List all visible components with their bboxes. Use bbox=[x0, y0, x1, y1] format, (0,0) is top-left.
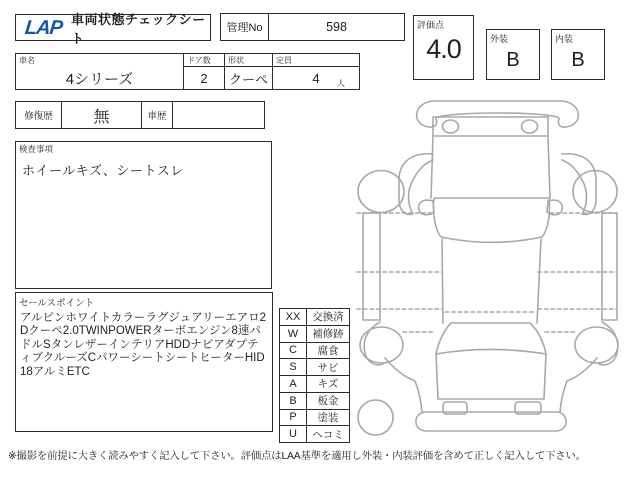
legend-code: W bbox=[280, 326, 307, 342]
legend-label: 補修跡 bbox=[312, 328, 344, 341]
legend-code: U bbox=[280, 426, 307, 442]
history-box bbox=[15, 101, 265, 129]
capacity-label: 定員 bbox=[273, 54, 359, 67]
exterior-grade-box bbox=[486, 29, 540, 80]
legend-label: 板金 bbox=[317, 395, 339, 408]
car-history-label: 車歴 bbox=[142, 102, 173, 128]
legend-code: P bbox=[280, 410, 307, 426]
sales-points-label: セールスポイント bbox=[19, 298, 95, 309]
legend-row bbox=[280, 376, 349, 393]
rear-right-fender bbox=[599, 322, 618, 365]
vehicle-info-box bbox=[15, 53, 360, 90]
legend-row bbox=[280, 410, 349, 427]
legend-row bbox=[280, 393, 349, 410]
legend-label: ヘコミ bbox=[312, 428, 344, 441]
legend-code: B bbox=[280, 393, 307, 409]
car-top-view-diagram bbox=[355, 88, 640, 443]
rear-bumper bbox=[416, 412, 566, 431]
interior-grade-box bbox=[551, 29, 605, 80]
spare-wheel bbox=[358, 400, 393, 435]
front-bumper bbox=[417, 101, 579, 127]
left-sill bbox=[363, 213, 380, 320]
exterior-grade-label: 外装 bbox=[490, 34, 509, 44]
sales-points-value: アルピンホワイトカラーラグジュアリーエアロ2Dクーペ2.0TWINPOWERターボエンジン8速パドルSタンレザーインテリアHDDナビアダプティブクルーズCパワーシートシートヒーターHID18アルミETC bbox=[20, 312, 267, 378]
legend-label: 交換済 bbox=[312, 311, 344, 324]
doors-value: 2 bbox=[200, 70, 208, 86]
interior-grade-label: 内装 bbox=[555, 34, 574, 44]
rear-left-wheel bbox=[360, 327, 403, 363]
exterior-grade-value: B bbox=[506, 49, 520, 71]
legend-label: 塗装 bbox=[317, 411, 339, 424]
legend-label: キズ bbox=[317, 378, 339, 391]
management-no-label: 管理No bbox=[221, 14, 269, 40]
capacity-value: 4 bbox=[312, 70, 320, 86]
repair-history-value: 無 bbox=[62, 102, 142, 128]
front-left-fender bbox=[399, 154, 433, 215]
management-no-value: 598 bbox=[326, 20, 347, 34]
car-name-cell bbox=[16, 54, 184, 89]
legend-code: S bbox=[280, 359, 307, 375]
headlight-right bbox=[522, 120, 538, 133]
overall-score-label: 評価点 bbox=[417, 20, 445, 30]
legend-code: A bbox=[280, 376, 307, 392]
repair-history-label: 修復歴 bbox=[16, 102, 62, 128]
interior-grade-value: B bbox=[571, 49, 585, 71]
body-shape-cell bbox=[225, 54, 273, 89]
windshield bbox=[433, 198, 549, 242]
legend-label: サビ bbox=[317, 361, 339, 374]
lap-logo: LAP bbox=[23, 16, 64, 39]
front-left-wheel bbox=[358, 171, 404, 213]
car-history-value bbox=[173, 102, 264, 128]
condition-legend-table bbox=[279, 308, 350, 443]
left-mirror bbox=[419, 200, 434, 215]
legend-row bbox=[280, 359, 349, 376]
footer-note: ※撮影を前提に大きく読みやすく記入して下さい。評価点はLAA基準を適用し外装・内装評価を含めて正しく記入して下さい。 bbox=[8, 451, 586, 462]
inspection-label: 検査事項 bbox=[19, 144, 54, 154]
sales-points-box bbox=[15, 292, 273, 432]
capacity-unit: 人 bbox=[337, 79, 345, 88]
legend-row bbox=[280, 309, 349, 326]
body-shape-value: クーペ bbox=[228, 71, 268, 87]
headlight-left bbox=[443, 120, 459, 133]
doors-label: ドア数 bbox=[184, 54, 224, 67]
legend-code: XX bbox=[280, 309, 307, 325]
legend-code: C bbox=[280, 343, 307, 359]
rear-window bbox=[436, 323, 546, 354]
legend-row bbox=[280, 326, 349, 343]
overall-score-box bbox=[413, 15, 474, 80]
capacity-cell bbox=[273, 54, 359, 89]
car-name-label: 車名 bbox=[19, 56, 35, 65]
right-sill bbox=[602, 213, 617, 320]
legend-row bbox=[280, 343, 349, 360]
body-shape-label: 形状 bbox=[225, 54, 272, 67]
legend-label: 腐食 bbox=[317, 344, 339, 357]
trunk bbox=[436, 354, 546, 399]
legend-row bbox=[280, 426, 349, 442]
inspection-box bbox=[15, 141, 272, 289]
doors-cell bbox=[184, 54, 225, 89]
header-title-box bbox=[15, 11, 211, 46]
inspection-value: ホイールキズ、シートスレ bbox=[22, 163, 184, 178]
management-no-box bbox=[220, 13, 405, 41]
sheet-title: 車両状態チェックシート bbox=[71, 11, 206, 46]
car-name-value: 4シリーズ bbox=[65, 71, 134, 88]
overall-score-value: 4.0 bbox=[426, 34, 461, 64]
